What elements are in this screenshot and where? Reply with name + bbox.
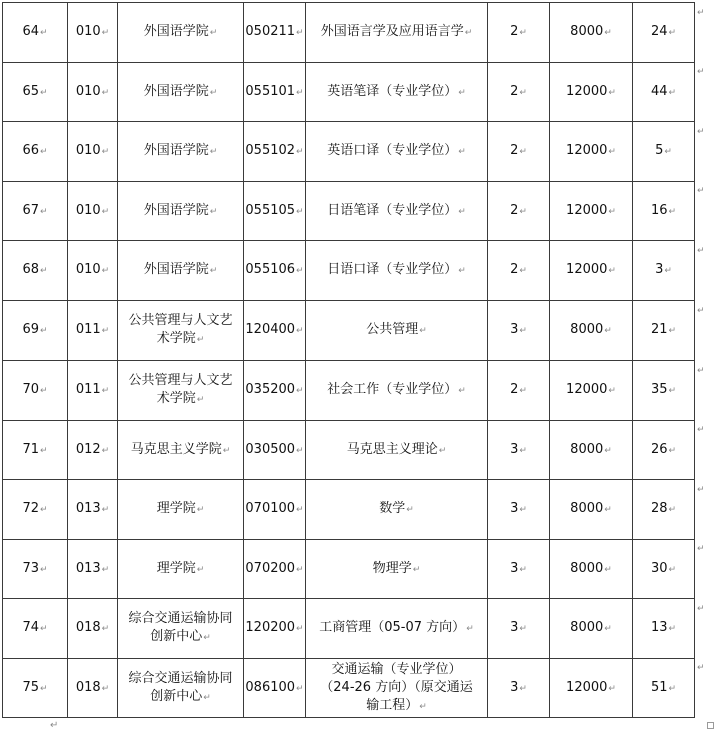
tuition: 8000↵ bbox=[550, 480, 633, 540]
major-code: 070100↵ bbox=[244, 480, 306, 540]
table-row bbox=[3, 659, 695, 718]
study-years: 3↵ bbox=[488, 599, 550, 659]
tuition: 12000↵ bbox=[550, 182, 633, 241]
dept-code: 011↵ bbox=[68, 301, 118, 361]
major-name: 数学↵ bbox=[306, 480, 488, 540]
table-row bbox=[3, 361, 695, 421]
dept-code: 018↵ bbox=[68, 659, 118, 718]
row-end-mark: ↵ bbox=[697, 366, 705, 376]
major-name: 外国语言学及应用语言学↵ bbox=[306, 3, 488, 63]
study-years: 3↵ bbox=[488, 480, 550, 540]
quota: 3↵ bbox=[633, 241, 695, 301]
row-number: 72↵ bbox=[3, 480, 68, 540]
dept-code: 013↵ bbox=[68, 540, 118, 599]
major-name: 公共管理↵ bbox=[306, 301, 488, 361]
dept-name: 公共管理与人文艺术学院↵ bbox=[118, 301, 244, 361]
dept-code: 010↵ bbox=[68, 182, 118, 241]
study-years: 2↵ bbox=[488, 63, 550, 122]
row-number: 68↵ bbox=[3, 241, 68, 301]
row-number: 74↵ bbox=[3, 599, 68, 659]
major-code: 055101↵ bbox=[244, 63, 306, 122]
table-row bbox=[3, 540, 695, 599]
row-end-mark: ↵ bbox=[697, 246, 705, 256]
tuition: 8000↵ bbox=[550, 301, 633, 361]
dept-code: 010↵ bbox=[68, 122, 118, 182]
major-name: 日语口译（专业学位）↵ bbox=[306, 241, 488, 301]
major-name: 日语笔译（专业学位）↵ bbox=[306, 182, 488, 241]
study-years: 2↵ bbox=[488, 241, 550, 301]
row-end-mark: ↵ bbox=[697, 544, 705, 554]
row-end-mark: ↵ bbox=[697, 425, 705, 435]
tuition: 8000↵ bbox=[550, 421, 633, 480]
study-years: 3↵ bbox=[488, 659, 550, 718]
study-years: 2↵ bbox=[488, 122, 550, 182]
quota: 30↵ bbox=[633, 540, 695, 599]
major-code: 120400↵ bbox=[244, 301, 306, 361]
quota: 44↵ bbox=[633, 63, 695, 122]
row-end-mark: ↵ bbox=[697, 67, 705, 77]
row-end-mark: ↵ bbox=[697, 8, 705, 18]
dept-name: 理学院↵ bbox=[118, 540, 244, 599]
tuition: 12000↵ bbox=[550, 659, 633, 718]
row-number: 64↵ bbox=[3, 3, 68, 63]
row-end-mark: ↵ bbox=[697, 604, 705, 614]
row-end-mark: ↵ bbox=[697, 663, 705, 673]
table-row bbox=[3, 182, 695, 241]
row-end-mark: ↵ bbox=[697, 186, 705, 196]
dept-name: 外国语学院↵ bbox=[118, 182, 244, 241]
row-number: 65↵ bbox=[3, 63, 68, 122]
major-name: 英语口译（专业学位）↵ bbox=[306, 122, 488, 182]
table-row bbox=[3, 480, 695, 540]
study-years: 3↵ bbox=[488, 540, 550, 599]
quota: 51↵ bbox=[633, 659, 695, 718]
paragraph-end-mark: ↵ bbox=[50, 720, 59, 731]
row-number: 69↵ bbox=[3, 301, 68, 361]
dept-code: 018↵ bbox=[68, 599, 118, 659]
quota: 26↵ bbox=[633, 421, 695, 480]
table-row bbox=[3, 241, 695, 301]
major-name: 社会工作（专业学位）↵ bbox=[306, 361, 488, 421]
quota: 35↵ bbox=[633, 361, 695, 421]
dept-name: 外国语学院↵ bbox=[118, 63, 244, 122]
dept-code: 010↵ bbox=[68, 63, 118, 122]
quota: 16↵ bbox=[633, 182, 695, 241]
row-number: 75↵ bbox=[3, 659, 68, 718]
major-code: 055102↵ bbox=[244, 122, 306, 182]
major-code: 030500↵ bbox=[244, 421, 306, 480]
row-end-mark: ↵ bbox=[697, 127, 705, 137]
dept-name: 理学院↵ bbox=[118, 480, 244, 540]
tuition: 12000↵ bbox=[550, 241, 633, 301]
dept-name: 外国语学院↵ bbox=[118, 241, 244, 301]
table-row bbox=[3, 3, 695, 63]
study-years: 2↵ bbox=[488, 182, 550, 241]
dept-name: 外国语学院↵ bbox=[118, 3, 244, 63]
quota: 21↵ bbox=[633, 301, 695, 361]
tuition: 12000↵ bbox=[550, 361, 633, 421]
table-row bbox=[3, 421, 695, 480]
major-code: 050211↵ bbox=[244, 3, 306, 63]
major-code: 055105↵ bbox=[244, 182, 306, 241]
major-name: 交通运输（专业学位）（24-26 方向）（原交通运输工程）↵ bbox=[306, 659, 488, 718]
row-number: 71↵ bbox=[3, 421, 68, 480]
dept-code: 012↵ bbox=[68, 421, 118, 480]
dept-name: 公共管理与人文艺术学院↵ bbox=[118, 361, 244, 421]
dept-name: 综合交通运输协同创新中心↵ bbox=[118, 659, 244, 718]
major-name: 工商管理（05-07 方向）↵ bbox=[306, 599, 488, 659]
row-end-mark: ↵ bbox=[697, 306, 705, 316]
tuition: 8000↵ bbox=[550, 3, 633, 63]
major-name: 马克思主义理论↵ bbox=[306, 421, 488, 480]
table-row bbox=[3, 599, 695, 659]
dept-code: 013↵ bbox=[68, 480, 118, 540]
major-name: 物理学↵ bbox=[306, 540, 488, 599]
major-code: 120200↵ bbox=[244, 599, 306, 659]
major-name: 英语笔译（专业学位）↵ bbox=[306, 63, 488, 122]
study-years: 3↵ bbox=[488, 421, 550, 480]
row-number: 70↵ bbox=[3, 361, 68, 421]
row-number: 66↵ bbox=[3, 122, 68, 182]
study-years: 3↵ bbox=[488, 301, 550, 361]
dept-name: 综合交通运输协同创新中心↵ bbox=[118, 599, 244, 659]
major-code: 055106↵ bbox=[244, 241, 306, 301]
tuition: 12000↵ bbox=[550, 63, 633, 122]
table-resize-handle[interactable] bbox=[707, 722, 714, 729]
quota: 24↵ bbox=[633, 3, 695, 63]
study-years: 2↵ bbox=[488, 3, 550, 63]
major-code: 070200↵ bbox=[244, 540, 306, 599]
dept-code: 010↵ bbox=[68, 241, 118, 301]
row-number: 67↵ bbox=[3, 182, 68, 241]
study-years: 2↵ bbox=[488, 361, 550, 421]
row-number: 73↵ bbox=[3, 540, 68, 599]
dept-name: 马克思主义学院↵ bbox=[118, 421, 244, 480]
table-row bbox=[3, 122, 695, 182]
tuition: 8000↵ bbox=[550, 540, 633, 599]
row-end-mark: ↵ bbox=[697, 485, 705, 495]
dept-code: 011↵ bbox=[68, 361, 118, 421]
admission-table bbox=[2, 2, 695, 718]
tuition: 8000↵ bbox=[550, 599, 633, 659]
major-code: 086100↵ bbox=[244, 659, 306, 718]
table-body bbox=[3, 3, 695, 718]
quota: 5↵ bbox=[633, 122, 695, 182]
quota: 28↵ bbox=[633, 480, 695, 540]
table-row bbox=[3, 301, 695, 361]
dept-name: 外国语学院↵ bbox=[118, 122, 244, 182]
table-row bbox=[3, 63, 695, 122]
tuition: 12000↵ bbox=[550, 122, 633, 182]
quota: 13↵ bbox=[633, 599, 695, 659]
major-code: 035200↵ bbox=[244, 361, 306, 421]
dept-code: 010↵ bbox=[68, 3, 118, 63]
